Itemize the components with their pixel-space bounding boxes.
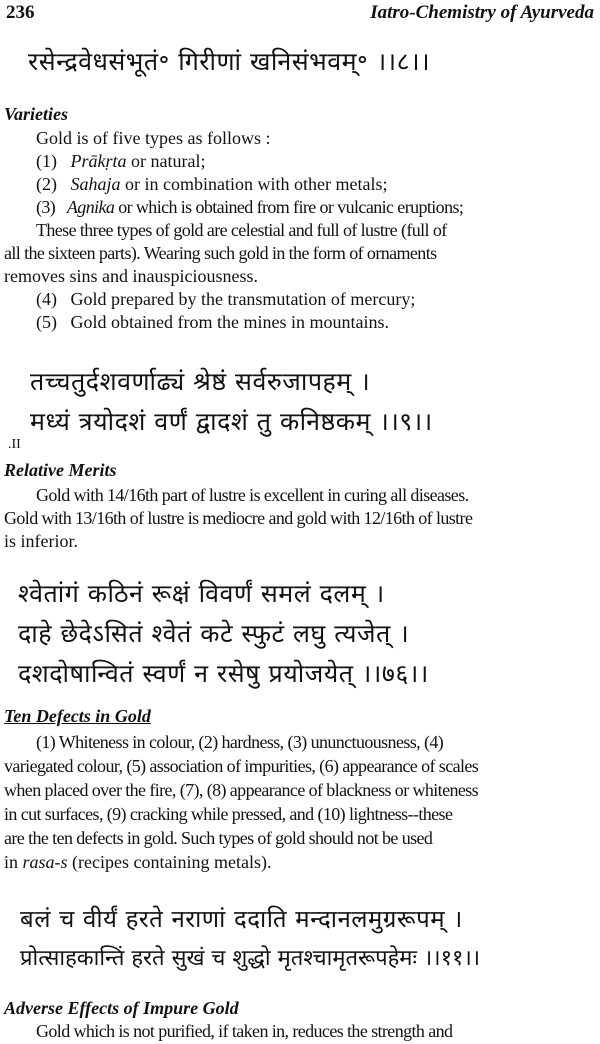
sanskrit-verse-8: रसेन्द्रवेधसंभूतं॰ गिरीणां खनिसंभवम्॰ ।।८।। [28,47,431,76]
varieties-paragraph-line-1: These three types of gold are celestial and full of lustre (full of [36,220,447,240]
varieties-paragraph-line-2: all the sixteen parts). Wearing such gold in the form of ornaments [4,243,437,263]
variety-item-1: (1) Prākṛta or natural; [36,151,206,171]
variety-item-2: (2) Sahaja or in combination with other metals; [36,174,388,194]
defects-line-6: in rasa-s (recipes containing metals). [4,852,272,872]
adverse-effects-line-1: Gold which is not purified, if taken in, reduces the strength and [36,1021,453,1041]
variety-item-4: (4) Gold prepared by the transmutation of mercury; [36,289,416,309]
page-number: 236 [6,2,35,23]
heading-relative-merits: Relative Merits [4,460,117,480]
merits-line-1: Gold with 14/16th part of lustre is excellent in curing all diseases. [36,485,469,505]
defects-line-1: (1) Whiteness in colour, (2) hardness, (3) ununctuousness, (4) [36,732,444,752]
variety-item-5: (5) Gold obtained from the mines in mountains. [36,312,389,332]
running-title: Iatro-Chemistry of Ayurveda [370,2,594,23]
sanskrit-verse-76-line-1: श्वेतांगं कठिनं रूक्षं विवर्णं समलं दलम् । [18,579,385,608]
sanskrit-verse-11-line-1: बलं च वीर्यं हरते नराणां ददाति मन्दानलमुग्ररूपम् । [20,905,463,933]
margin-mark: .II [8,437,21,452]
sanskrit-verse-9-line-1: तच्चतुर्दशवर्णाढ्यं श्रेष्ठं सर्वरुजापहम् । [30,367,371,396]
defects-line-2: variegated colour, (5) association of impurities, (6) appearance of scales [4,756,479,776]
heading-varieties: Varieties [4,104,69,124]
sanskrit-verse-9-line-2: मध्यं त्रयोदशं वर्णं द्वादशं तु कनिष्ठकम् ।।९।। [30,407,433,436]
defects-line-5: are the ten defects in gold. Such types of gold should not be used [4,828,433,848]
merits-line-2: Gold with 13/16th of lustre is mediocre and gold with 12/16th of lustre [4,508,473,528]
heading-ten-defects: Ten Defects in Gold [4,706,151,726]
sanskrit-verse-11-line-2: प्रोत्साहकान्तिं हरते सुखं च शुद्धो मृतश्चामृतरूपहेमः ।।११।। [20,946,481,971]
defects-line-3: when placed over the fire, (7), (8) appearance of blackness or whiteness [4,780,479,800]
variety-item-3: (3) Agnika or which is obtained from fire or vulcanic eruptions; [36,197,464,217]
sanskrit-verse-76-line-3: दशदोषान्वितं स्वर्णं न रसेषु प्रयोजयेत् ।।७६।। [18,659,429,688]
defects-line-4: in cut surfaces, (9) cracking while pressed, and (10) lightness--these [4,804,453,824]
heading-adverse-effects: Adverse Effects of Impure Gold [4,998,239,1018]
varieties-intro: Gold is of five types as follows : [36,128,271,148]
varieties-paragraph-line-3: removes sins and inauspiciousness. [4,266,258,286]
merits-line-3: is inferior. [4,531,78,551]
sanskrit-verse-76-line-2: दाहे छेदेऽसितं श्वेतं कटे स्फुटं लघु त्यजेत् । [18,619,410,648]
